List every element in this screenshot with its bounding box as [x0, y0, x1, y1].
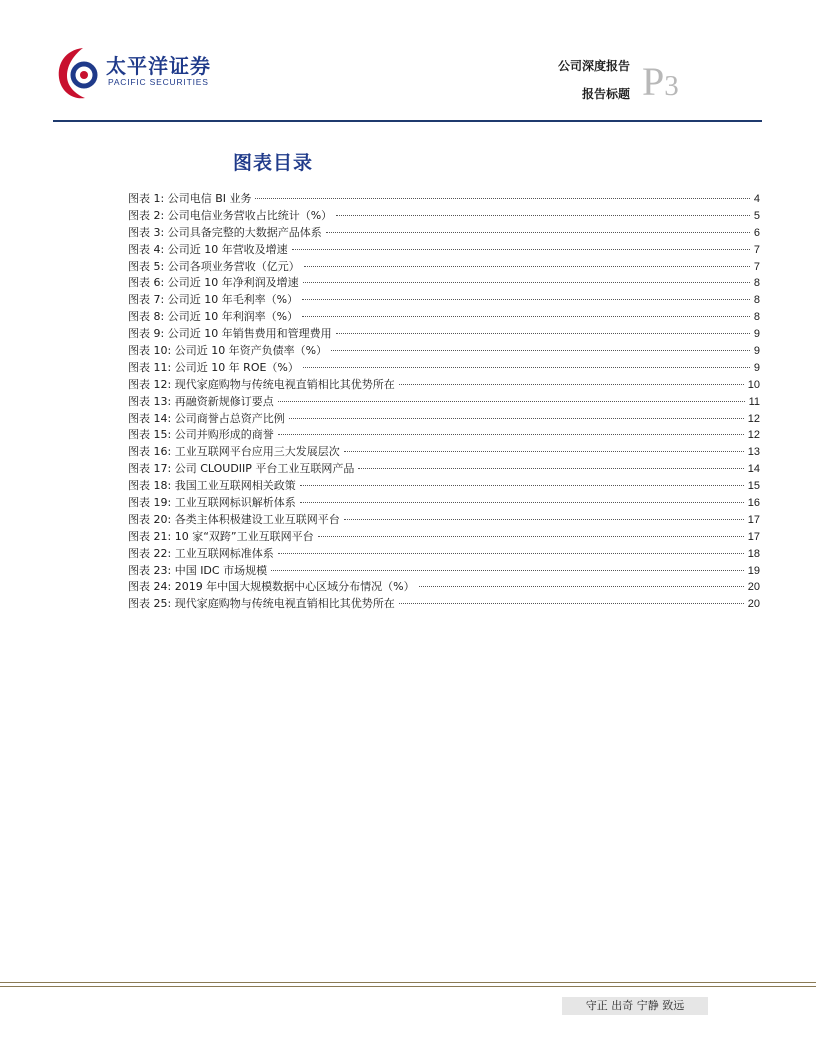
- toc-dot-leader: [278, 434, 744, 435]
- toc-entry-label: 图表 6: 公司近 10 年净利润及增速: [128, 276, 299, 290]
- toc-dot-leader: [336, 333, 750, 334]
- toc-dot-leader: [302, 299, 750, 300]
- toc-entry-label: 图表 2: 公司电信业务营收占比统计（%）: [128, 208, 333, 222]
- company-logo: [55, 44, 215, 104]
- toc-entry-page: 8: [753, 311, 760, 324]
- logo-chinese-name: 太平洋证券: [106, 54, 211, 78]
- toc-entry-label: 图表 19: 工业互联网标识解析体系: [128, 496, 296, 510]
- logo-emblem-icon: [55, 44, 105, 102]
- toc-entry-page: 17: [747, 530, 760, 543]
- toc-entry-page: 15: [747, 480, 760, 493]
- toc-entry-page: 20: [747, 598, 760, 611]
- report-type: 公司深度报告: [557, 59, 630, 73]
- toc-dot-leader: [344, 451, 744, 452]
- header-divider: [53, 120, 762, 122]
- toc-entry-page: 9: [753, 361, 760, 374]
- toc-entry-label: 图表 8: 公司近 10 年利润率（%）: [128, 310, 299, 324]
- toc-entry-label: 图表 12: 现代家庭购物与传统电视直销相比其优势所在: [128, 377, 395, 391]
- toc-entry-page: 11: [748, 395, 760, 408]
- toc-entry-label: 图表 22: 工业互联网标准体系: [128, 546, 274, 560]
- toc-dot-leader: [278, 553, 744, 554]
- toc-entry[interactable]: [128, 595, 760, 612]
- toc-dot-leader: [358, 468, 743, 469]
- toc-entry-label: 图表 13: 再融资新规修订要点: [128, 394, 274, 408]
- toc-entry[interactable]: [128, 241, 760, 258]
- toc-entry-label: 图表 16: 工业互联网平台应用三大发展层次: [128, 445, 340, 459]
- toc-entry[interactable]: [128, 460, 760, 477]
- toc-entry[interactable]: [128, 376, 760, 393]
- toc-entry[interactable]: [128, 511, 760, 528]
- toc-entry-label: 图表 21: 10 家“双跨”工业互联网平台: [128, 529, 314, 543]
- toc-entry[interactable]: [128, 443, 760, 460]
- toc-entry-label: 图表 14: 公司商誉占总资产比例: [128, 411, 285, 425]
- page-number-digit: 3: [664, 70, 679, 102]
- toc-entry[interactable]: [128, 325, 760, 342]
- footer-divider-bottom: [0, 986, 816, 987]
- toc-entry-label: 图表 18: 我国工业互联网相关政策: [128, 479, 296, 493]
- toc-entry-page: 16: [747, 497, 760, 510]
- toc-list: [128, 190, 760, 612]
- toc-dot-leader: [300, 485, 744, 486]
- toc-dot-leader: [271, 570, 744, 571]
- toc-dot-leader: [302, 316, 750, 317]
- toc-dot-leader: [292, 249, 750, 250]
- toc-entry-label: 图表 10: 公司近 10 年资产负债率（%）: [128, 344, 328, 358]
- toc-dot-leader: [331, 350, 750, 351]
- toc-entry[interactable]: [128, 426, 760, 443]
- toc-entry-page: 14: [747, 463, 760, 476]
- toc-entry-label: 图表 5: 公司各项业务营收（亿元）: [128, 259, 300, 273]
- footer-slogan: 守正 出奇 宁静 致远: [562, 997, 708, 1015]
- toc-entry-label: 图表 1: 公司电信 BI 业务: [128, 192, 252, 205]
- footer-divider-top: [0, 982, 816, 983]
- toc-entry-page: 7: [753, 243, 760, 256]
- toc-entry[interactable]: [128, 342, 760, 359]
- toc-entry[interactable]: [128, 528, 760, 545]
- toc-entry[interactable]: [128, 258, 760, 275]
- page-number: [642, 59, 679, 104]
- toc-entry-page: 18: [747, 547, 760, 560]
- toc-entry-page: 8: [753, 294, 760, 307]
- toc-dot-leader: [304, 266, 750, 267]
- toc-dot-leader: [255, 198, 749, 199]
- toc-entry[interactable]: [128, 578, 760, 595]
- toc-entry[interactable]: [128, 308, 760, 325]
- toc-entry[interactable]: [128, 410, 760, 427]
- toc-dot-leader: [399, 603, 744, 604]
- toc-entry-page: 12: [747, 412, 760, 425]
- toc-entry-label: 图表 4: 公司近 10 年营收及增速: [128, 242, 288, 256]
- toc-entry-label: 图表 24: 2019 年中国大规模数据中心区域分布情况（%）: [128, 580, 415, 594]
- toc-entry-page: 9: [753, 345, 760, 358]
- toc-dot-leader: [326, 232, 750, 233]
- toc-entry-label: 图表 15: 公司并购形成的商誉: [128, 428, 274, 442]
- toc-entry-page: 6: [753, 226, 760, 239]
- page-letter: P: [642, 59, 665, 104]
- toc-entry-page: 13: [747, 446, 760, 459]
- toc-dot-leader: [336, 215, 750, 216]
- toc-entry[interactable]: [128, 393, 760, 410]
- toc-entry-page: 12: [747, 429, 760, 442]
- toc-entry-label: 图表 3: 公司具备完整的大数据产品体系: [128, 225, 322, 239]
- toc-entry-page: 8: [753, 277, 760, 290]
- toc-entry-page: 17: [747, 513, 760, 526]
- toc-entry[interactable]: [128, 224, 760, 241]
- toc-entry-label: 图表 7: 公司近 10 年毛利率（%）: [128, 293, 299, 307]
- toc-entry[interactable]: [128, 207, 760, 224]
- toc-entry[interactable]: [128, 274, 760, 291]
- toc-dot-leader: [399, 384, 744, 385]
- toc-entry-page: 4: [753, 193, 760, 205]
- toc-entry-page: 9: [753, 328, 760, 341]
- toc-entry-page: 19: [747, 564, 760, 577]
- toc-entry-page: 20: [747, 581, 760, 594]
- logo-english-name: PACIFIC SECURITIES: [108, 77, 209, 87]
- toc-dot-leader: [344, 519, 744, 520]
- toc-entry[interactable]: [128, 291, 760, 308]
- toc-entry[interactable]: [128, 477, 760, 494]
- toc-dot-leader: [300, 502, 744, 503]
- toc-entry-label: 图表 17: 公司 CLOUDIIP 平台工业互联网产品: [128, 462, 355, 476]
- toc-entry[interactable]: [128, 562, 760, 579]
- toc-entry[interactable]: [128, 545, 760, 562]
- toc-dot-leader: [318, 536, 744, 537]
- toc-entry-label: 图表 25: 现代家庭购物与传统电视直销相比其优势所在: [128, 597, 395, 611]
- toc-entry-label: 图表 9: 公司近 10 年销售费用和管理费用: [128, 327, 332, 341]
- toc-entry[interactable]: [128, 494, 760, 511]
- toc-entry-page: 10: [747, 378, 760, 391]
- toc-dot-leader: [278, 401, 745, 402]
- toc-dot-leader: [289, 418, 744, 419]
- toc-entry[interactable]: [128, 190, 760, 207]
- toc-title: 图表目录: [233, 152, 314, 174]
- toc-entry[interactable]: [128, 359, 760, 376]
- toc-dot-leader: [303, 367, 750, 368]
- toc-entry-label: 图表 11: 公司近 10 年 ROE（%）: [128, 360, 299, 374]
- toc-dot-leader: [419, 586, 744, 587]
- toc-entry-label: 图表 20: 各类主体积极建设工业互联网平台: [128, 512, 340, 526]
- toc-dot-leader: [303, 282, 750, 283]
- toc-entry-label: 图表 23: 中国 IDC 市场规模: [128, 563, 268, 577]
- toc-entry-page: 5: [753, 209, 760, 222]
- toc-entry-page: 7: [753, 260, 760, 273]
- report-title: 报告标题: [581, 87, 630, 101]
